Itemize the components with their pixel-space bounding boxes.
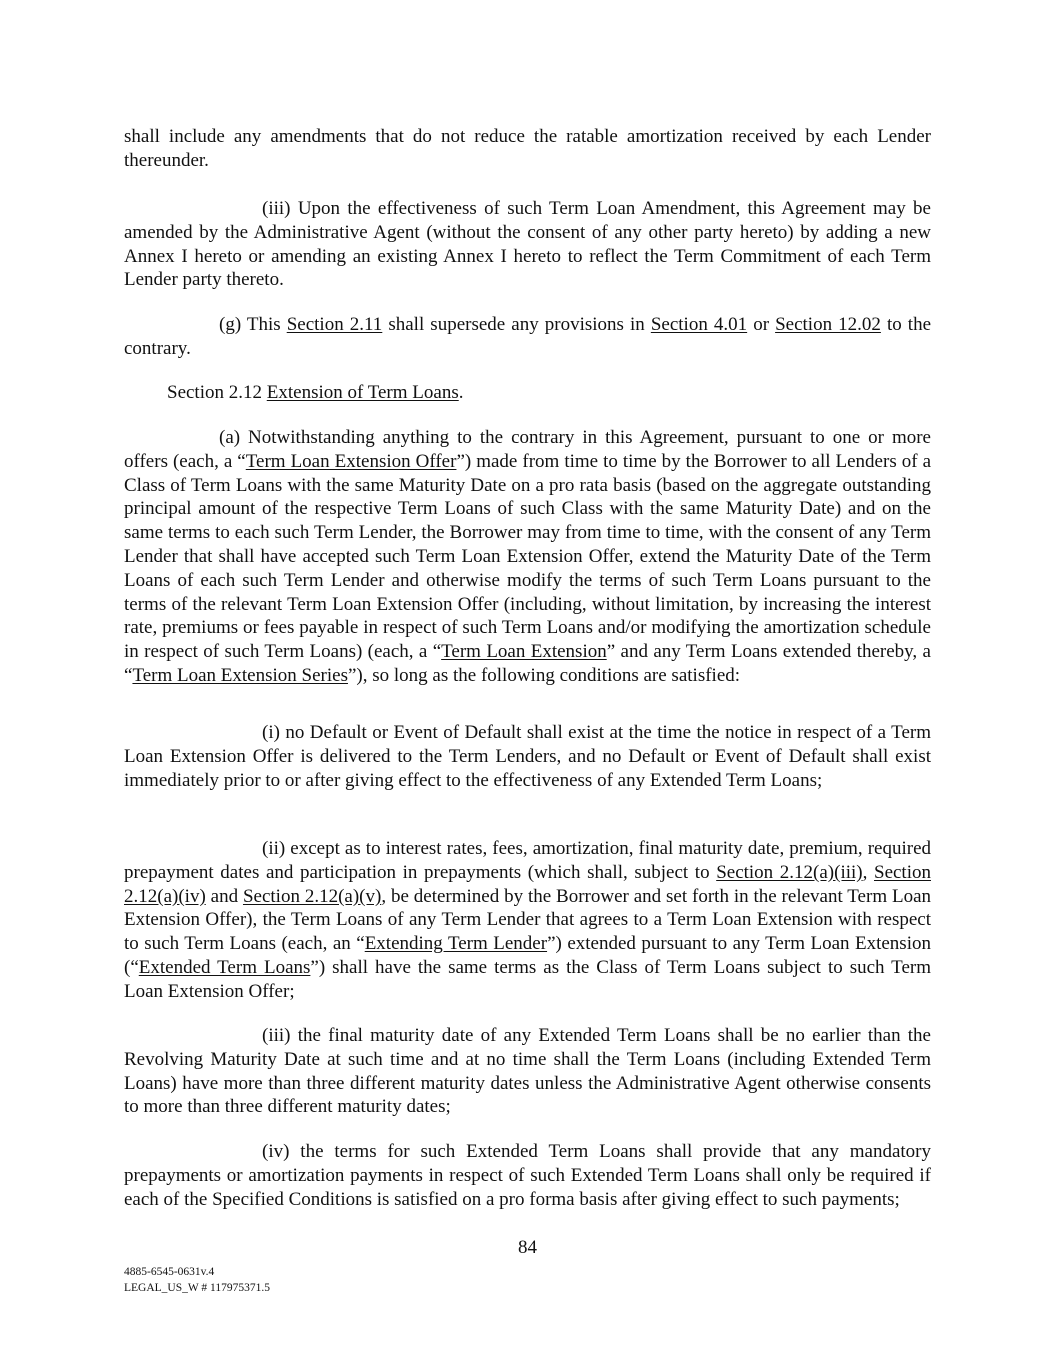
text-run: to the contrary. [124, 314, 932, 359]
paragraph-ii [124, 837, 931, 1004]
text-run: ”) made from time to time by the Borrower to all Lenders of a Class of Term Loans with the same Maturity Date on a pro rata basis (based on the aggregate outstanding principal amount of the respective Term Loans of such Class with the same Maturity Date) and on the same terms to each such Term Lender, the Borrower may from time to time, with the consent of any Term Lender that shall have accepted such Term Loan Extension Offer, extend the Maturity Date of the Term Loans of each such Term Lender and otherwise modify the terms of such Term Loans pursuant to the terms of the relevant Term Loan Extension Offer (including, without limitation, by increasing the interest rate, premiums or fees payable in respect of such Term Loans and/or modifying the amortization schedule in respect of such Term Loans) (each, a “ [124, 450, 931, 663]
section-number: Section 2.12 [167, 382, 267, 403]
section-title: Extension of Term Loans [266, 382, 459, 403]
text-run: (ii) except as to interest rates, fees, amortization, final maturity date, premium, required prepayment dates and participation in prepayments (which shall, subject to [124, 838, 931, 883]
section-reference: Section 12.02 [775, 314, 881, 335]
text-run: (g) This [219, 314, 287, 335]
section-reference: Section 4.01 [650, 314, 748, 335]
text-run: ”) extended pursuant to any Term Loan Extension (“ [124, 933, 931, 978]
text-run: , be determined by the Borrower and set forth in the relevant Term Loan Extension Offer), the Term Loans of any Term Lender that agrees to a Term Loan Extension with respect to such Term Loans (each, an “ [124, 885, 932, 955]
section-reference: Section 2.12(a)(v) [242, 885, 382, 907]
footer-doc-id: 4885-6545-0631v.4 [124, 1266, 215, 1278]
text-run: shall supersede any provisions in [382, 314, 651, 335]
section-reference: Section 2.12(a)(iv) [124, 861, 931, 907]
defined-term: Term Loan Extension Offer [245, 450, 457, 472]
paragraph-i: (i) no Default or Event of Default shall exist at the time the notice in respect of a Term Loan Extension Offer is delivered to the Term Lenders, and no Default or Event of Default shall exist immediately prior to or after giving effect to the effectiveness of any Extended Term Loans; [124, 722, 931, 791]
text-run: , [862, 861, 874, 883]
paragraph-a [124, 426, 931, 688]
text-run: and [205, 885, 243, 907]
defined-term: Term Loan Extension [441, 641, 607, 663]
section-heading [167, 381, 463, 405]
paragraph-iii-term-loan-amendment: (iii) Upon the effectiveness of such Term Loan Amendment, this Agreement may be amended by the Administrative Agent (without the consent of any other party hereto) by adding a new Annex I hereto or amending an existing Annex I hereto to reflect the Term Commitment of each Term Lender party thereto. [124, 198, 931, 291]
page-number: 84 [518, 1237, 537, 1258]
text-run: ”), so long as the following conditions are satisfied: [347, 664, 741, 686]
text-run: or [747, 314, 776, 335]
text-run: (a) Notwithstanding anything to the contrary in this Agreement, pursuant to one or more offers (each, a “ [124, 427, 931, 472]
text-run: ” and any Term Loans extended thereby, a “ [124, 641, 931, 686]
defined-term: Extended Term Loans [138, 956, 311, 978]
text-run: . [458, 382, 464, 403]
text-run: ”) shall have the same terms as the Class of Term Loans subject to such Term Loan Extension Offer; [124, 956, 931, 1002]
paragraph-g [124, 313, 931, 361]
defined-term: Extending Term Lender [364, 933, 548, 955]
footer-legal-id: LEGAL_US_W # 117975371.5 [124, 1282, 270, 1294]
paragraph-iii-maturity: (iii) the final maturity date of any Extended Term Loans shall be no earlier than the Revolving Maturity Date at such time and at no time shall the Term Loans (including Extended Term Loans) have more than three different maturity dates unless the Administrative Agent otherwise consents to more than three different maturity dates; [124, 1025, 931, 1118]
paragraph-continuation: shall include any amendments that do not reduce the ratable amortization received by each Lender thereunder. [124, 126, 931, 171]
paragraph-iv: (iv) the terms for such Extended Term Loans shall provide that any mandatory prepayments or amortization payments in respect of such Extended Term Loans shall only be required if each of the Specified Conditions is satisfied on a pro forma basis after giving effect to such payments; [124, 1141, 931, 1210]
defined-term: Term Loan Extension Series [132, 664, 348, 686]
section-reference: Section 2.12(a)(iii) [716, 861, 863, 883]
section-reference: Section 2.11 [286, 314, 383, 335]
